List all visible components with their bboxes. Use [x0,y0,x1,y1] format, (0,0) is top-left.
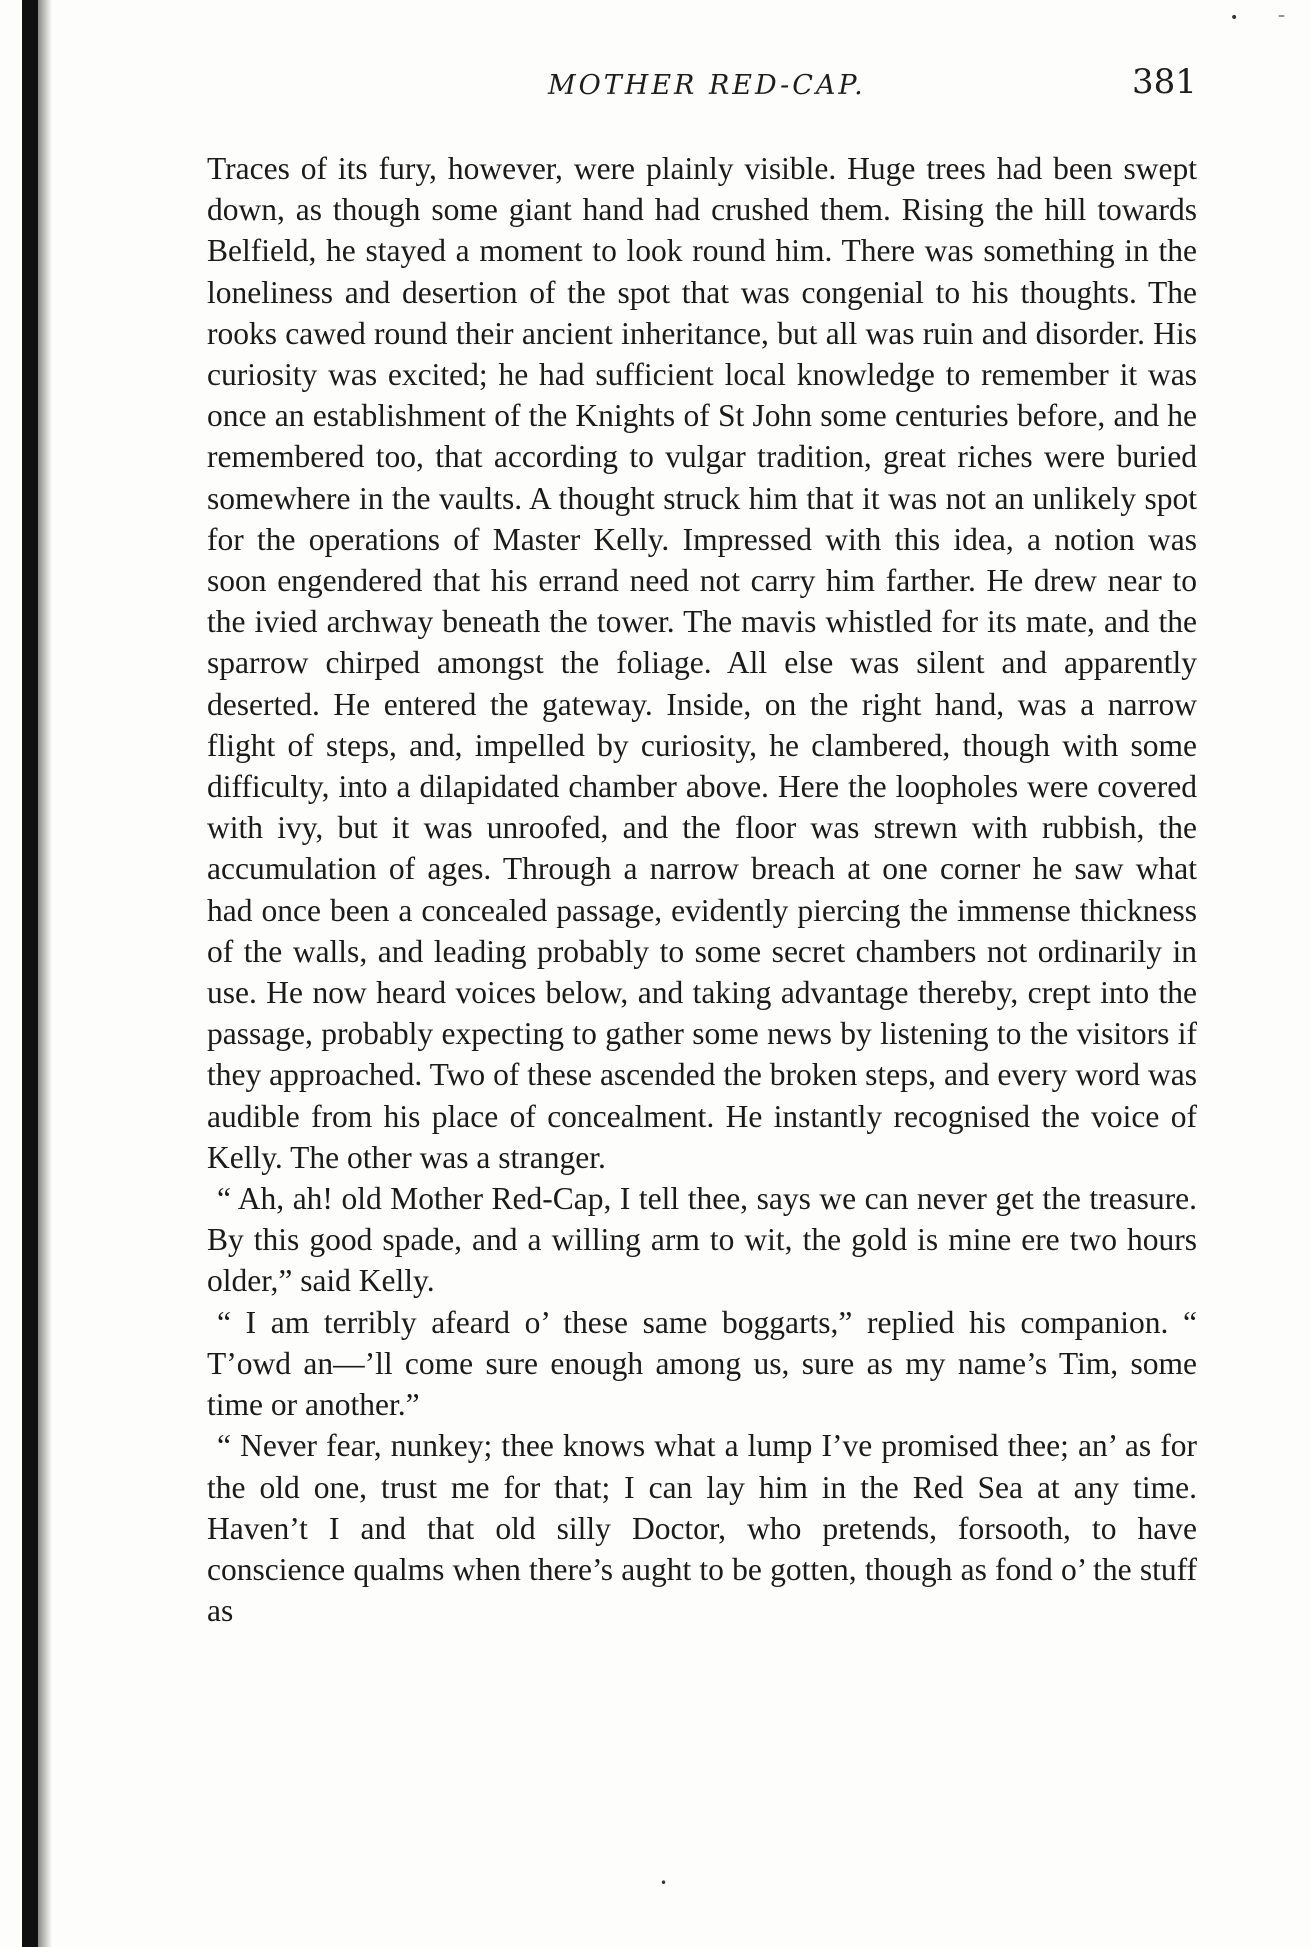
running-head [0,62,1311,122]
paragraph: “ I am terribly afeard o’ these same boggarts,” replied his companion. “ T’owd an—’ll come sure enough among us, sure as my name’s Tim, some time or another.” [207,1304,1197,1423]
paragraph: “ Ah, ah! old Mother Red-Cap, I tell thee, says we can never get the treasure. By this good spade, and a willing arm to wit, the gold is mine ere two hours older,” said Kelly. [207,1181,1197,1299]
speck-mark: • [1230,10,1239,26]
speck-mark: – [1278,8,1285,24]
binding-edge [22,0,38,1947]
paragraph: Traces of its fury, however, were plainly visible. Huge trees had been swept down, as though some giant hand had crushed them. Rising the hill towards Belfield, he stayed a moment to look round him. There was something in the loneliness and desertion of the spot that was congenial to his thoughts. The rooks cawed round their ancient inheritance, but all was ruin and disorder. His curiosity was excited; he had sufficient local knowledge to remember it was once an establishment of the Knights of St John some centuries before, and he remembered too, that according to vulgar tradition, great riches were buried somewhere in the vaults. A thought struck him that it was not an unlikely spot for the operations of Master Kelly. Impressed with this idea, a notion was soon engendered that his errand need not carry him farther. He drew near to the ivied archway beneath the tower. The mavis whistled for its mate, and the sparrow chirped amongst the foliage. All else was silent and apparently deserted. He entered the gateway. Inside, on the right hand, was a narrow flight of steps, and, impelled by curiosity, he clambered, though with some difficulty, into a dilapidated chamber above. Here the loopholes were covered with ivy, but it was unroofed, and the floor was strewn with rubbish, the accumulation of ages. Through a narrow breach at one corner he saw what had once been a concealed passage, evidently piercing the immense thickness of the walls, and leading probably to some secret chambers not ordinarily in use. He now heard voices below, and taking advantage thereby, crept into the passage, probably expecting to gather some news by listening to the visitors if they approached. Two of these ascended the broken steps, and every word was audible from his place of concealment. He instantly recognised the voice of Kelly. The other was a stranger. [207,151,1197,1175]
page-number: 381 [1132,62,1197,102]
body-text [207,148,1197,1631]
paragraph: “ Never fear, nunkey; thee knows what a lump I’ve promised thee; an’ as for the old one, trust me for that; I can lay him in the Red Sea at any time. Haven’t I and that old silly Doctor, who pretends, forsooth, to have conscience qualms when there’s aught to be gotten, though as fond o’ the stuff as [207,1428,1197,1629]
running-title: MOTHER RED-CAP. [548,70,866,101]
speck-mark: • [660,1876,668,1890]
binding-shadow [38,0,52,1947]
